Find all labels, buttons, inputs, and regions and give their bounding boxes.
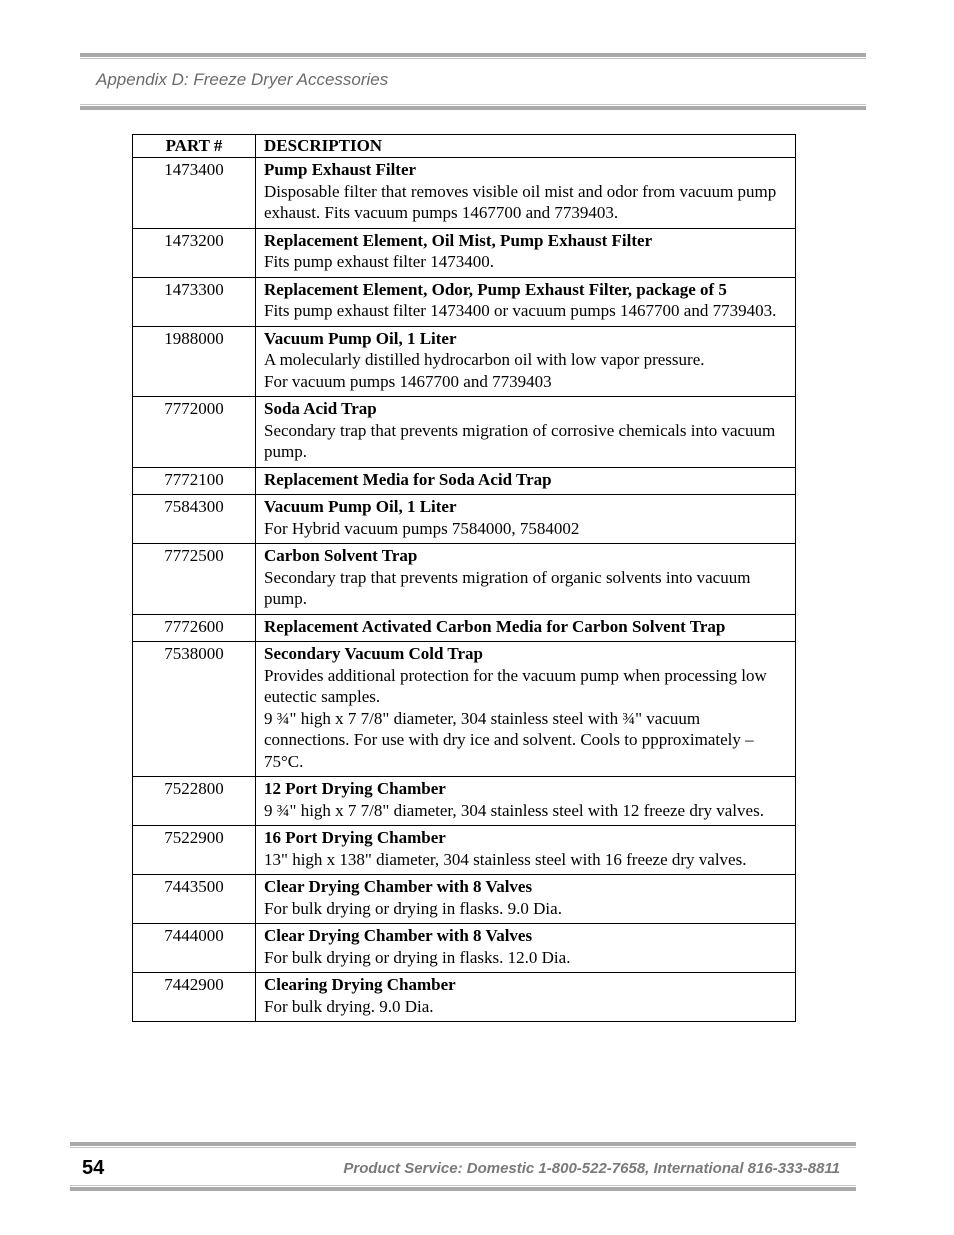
header-rule-top bbox=[80, 53, 866, 57]
item-title: Carbon Solvent Trap bbox=[264, 546, 418, 565]
description-cell bbox=[256, 826, 796, 875]
item-title: Vacuum Pump Oil, 1 Liter bbox=[264, 497, 457, 516]
part-number-header: PART # bbox=[133, 135, 256, 158]
part-number-cell: 7538000 bbox=[133, 642, 256, 777]
item-title: Replacement Element, Oil Mist, Pump Exhaust Filter bbox=[264, 230, 653, 250]
item-title: Clear Drying Chamber with 8 Valves bbox=[264, 926, 533, 945]
item-description-line: Fits pump exhaust filter 1473400 or vacuum pumps 1467700 and 7739403. bbox=[264, 301, 777, 320]
item-title: Pump Exhaust Filter bbox=[264, 160, 417, 179]
item-description-line: 9 ¾" high x 7 7/8" diameter, 304 stainless steel with ¾" vacuum connections. For use with dry ice and solvent. Cools to ppproximately –75°C. bbox=[264, 708, 754, 771]
description-cell bbox=[256, 875, 796, 924]
item-description-line: For bulk drying. 9.0 Dia. bbox=[264, 996, 434, 1016]
description-cell bbox=[256, 397, 796, 468]
item-description-line: For vacuum pumps 1467700 and 7739403 bbox=[264, 371, 552, 391]
description-cell bbox=[256, 228, 796, 277]
item-description-line: Fits pump exhaust filter 1473400. bbox=[264, 252, 494, 271]
part-number-cell: 1473400 bbox=[133, 158, 256, 229]
table-row bbox=[133, 467, 796, 495]
table-row bbox=[133, 614, 796, 642]
item-title: Clear Drying Chamber with 8 Valves bbox=[264, 877, 533, 896]
description-cell bbox=[256, 777, 796, 826]
item-description-line: Secondary trap that prevents migration of organic solvents into vacuum pump. bbox=[264, 567, 751, 608]
part-number-cell: 1473200 bbox=[133, 228, 256, 277]
item-title: Replacement Media for Soda Acid Trap bbox=[264, 469, 552, 489]
table-row bbox=[133, 642, 796, 777]
item-description-line: 13" high x 138" diameter, 304 stainless steel with 16 freeze dry valves. bbox=[264, 849, 747, 869]
table-row bbox=[133, 228, 796, 277]
table-row bbox=[133, 973, 796, 1022]
item-title: Replacement Element, Odor, Pump Exhaust Filter, package of 5 bbox=[264, 279, 727, 299]
page-header-title: Appendix D: Freeze Dryer Accessories bbox=[96, 70, 389, 89]
table-row bbox=[133, 826, 796, 875]
item-description-line: Provides additional protection for the vacuum pump when processing low eutectic samples. bbox=[264, 665, 767, 706]
item-title: 16 Port Drying Chamber bbox=[264, 828, 446, 847]
table-row bbox=[133, 875, 796, 924]
part-number-cell: 7442900 bbox=[133, 973, 256, 1022]
part-number-cell: 7584300 bbox=[133, 495, 256, 544]
item-title: 12 Port Drying Chamber bbox=[264, 779, 446, 798]
footer-rule-bottom bbox=[70, 1187, 856, 1191]
part-number-cell: 1988000 bbox=[133, 326, 256, 397]
item-description-line: For bulk drying or drying in flasks. 9.0 Dia. bbox=[264, 898, 562, 918]
part-number-cell: 7772600 bbox=[133, 614, 256, 642]
item-title: Clearing Drying Chamber bbox=[264, 975, 456, 994]
accessories-table bbox=[132, 134, 796, 1022]
description-cell bbox=[256, 158, 796, 229]
table-body bbox=[133, 158, 796, 1022]
header-rule-bottom bbox=[80, 106, 866, 110]
table-row bbox=[133, 326, 796, 397]
item-description-line: Secondary trap that prevents migration of corrosive chemicals into vacuum pump. bbox=[264, 420, 776, 461]
item-description-line: 9 ¾" high x 7 7/8" diameter, 304 stainless steel with 12 freeze dry valves. bbox=[264, 800, 764, 820]
table-row bbox=[133, 495, 796, 544]
item-title: Vacuum Pump Oil, 1 Liter bbox=[264, 328, 457, 348]
table-row bbox=[133, 777, 796, 826]
page-number: 54 bbox=[82, 1157, 105, 1179]
item-description-line: Disposable filter that removes visible oil mist and odor from vacuum pump exhaust. Fits vacuum pumps 1467700 and 7739403. bbox=[264, 181, 777, 222]
part-number-cell: 7444000 bbox=[133, 924, 256, 973]
part-number-cell: 7443500 bbox=[133, 875, 256, 924]
table-row bbox=[133, 158, 796, 229]
item-title: Secondary Vacuum Cold Trap bbox=[264, 644, 483, 663]
description-header: DESCRIPTION bbox=[256, 135, 796, 158]
header-rule-top-thin bbox=[80, 58, 866, 59]
description-cell bbox=[256, 973, 796, 1022]
part-number-cell: 7772100 bbox=[133, 467, 256, 495]
description-cell bbox=[256, 924, 796, 973]
item-description-line: A molecularly distilled hydrocarbon oil with low vapor pressure. bbox=[264, 350, 705, 369]
item-title: Soda Acid Trap bbox=[264, 399, 377, 418]
item-description-line: For bulk drying or drying in flasks. 12.0 Dia. bbox=[264, 947, 571, 967]
product-service-contact: Product Service: Domestic 1-800-522-7658, International 816-333-8811 bbox=[343, 1160, 840, 1177]
table-row bbox=[133, 397, 796, 468]
description-cell bbox=[256, 326, 796, 397]
header-rule-bottom-thin bbox=[80, 104, 866, 105]
table-row bbox=[133, 277, 796, 326]
footer-rule-top bbox=[70, 1142, 856, 1146]
part-number-cell: 1473300 bbox=[133, 277, 256, 326]
part-number-cell: 7772500 bbox=[133, 544, 256, 615]
table-header-row bbox=[133, 135, 796, 158]
description-cell bbox=[256, 277, 796, 326]
table-row bbox=[133, 924, 796, 973]
description-cell bbox=[256, 614, 796, 642]
item-description-line: For Hybrid vacuum pumps 7584000, 7584002 bbox=[264, 518, 580, 538]
footer-rule-top-thin bbox=[70, 1147, 856, 1148]
description-cell bbox=[256, 544, 796, 615]
description-cell bbox=[256, 495, 796, 544]
part-number-cell: 7522900 bbox=[133, 826, 256, 875]
part-number-cell: 7522800 bbox=[133, 777, 256, 826]
description-cell bbox=[256, 467, 796, 495]
part-number-cell: 7772000 bbox=[133, 397, 256, 468]
table-row bbox=[133, 544, 796, 615]
footer-rule-bottom-thin bbox=[70, 1185, 856, 1186]
description-cell bbox=[256, 642, 796, 777]
item-title: Replacement Activated Carbon Media for Carbon Solvent Trap bbox=[264, 616, 726, 636]
